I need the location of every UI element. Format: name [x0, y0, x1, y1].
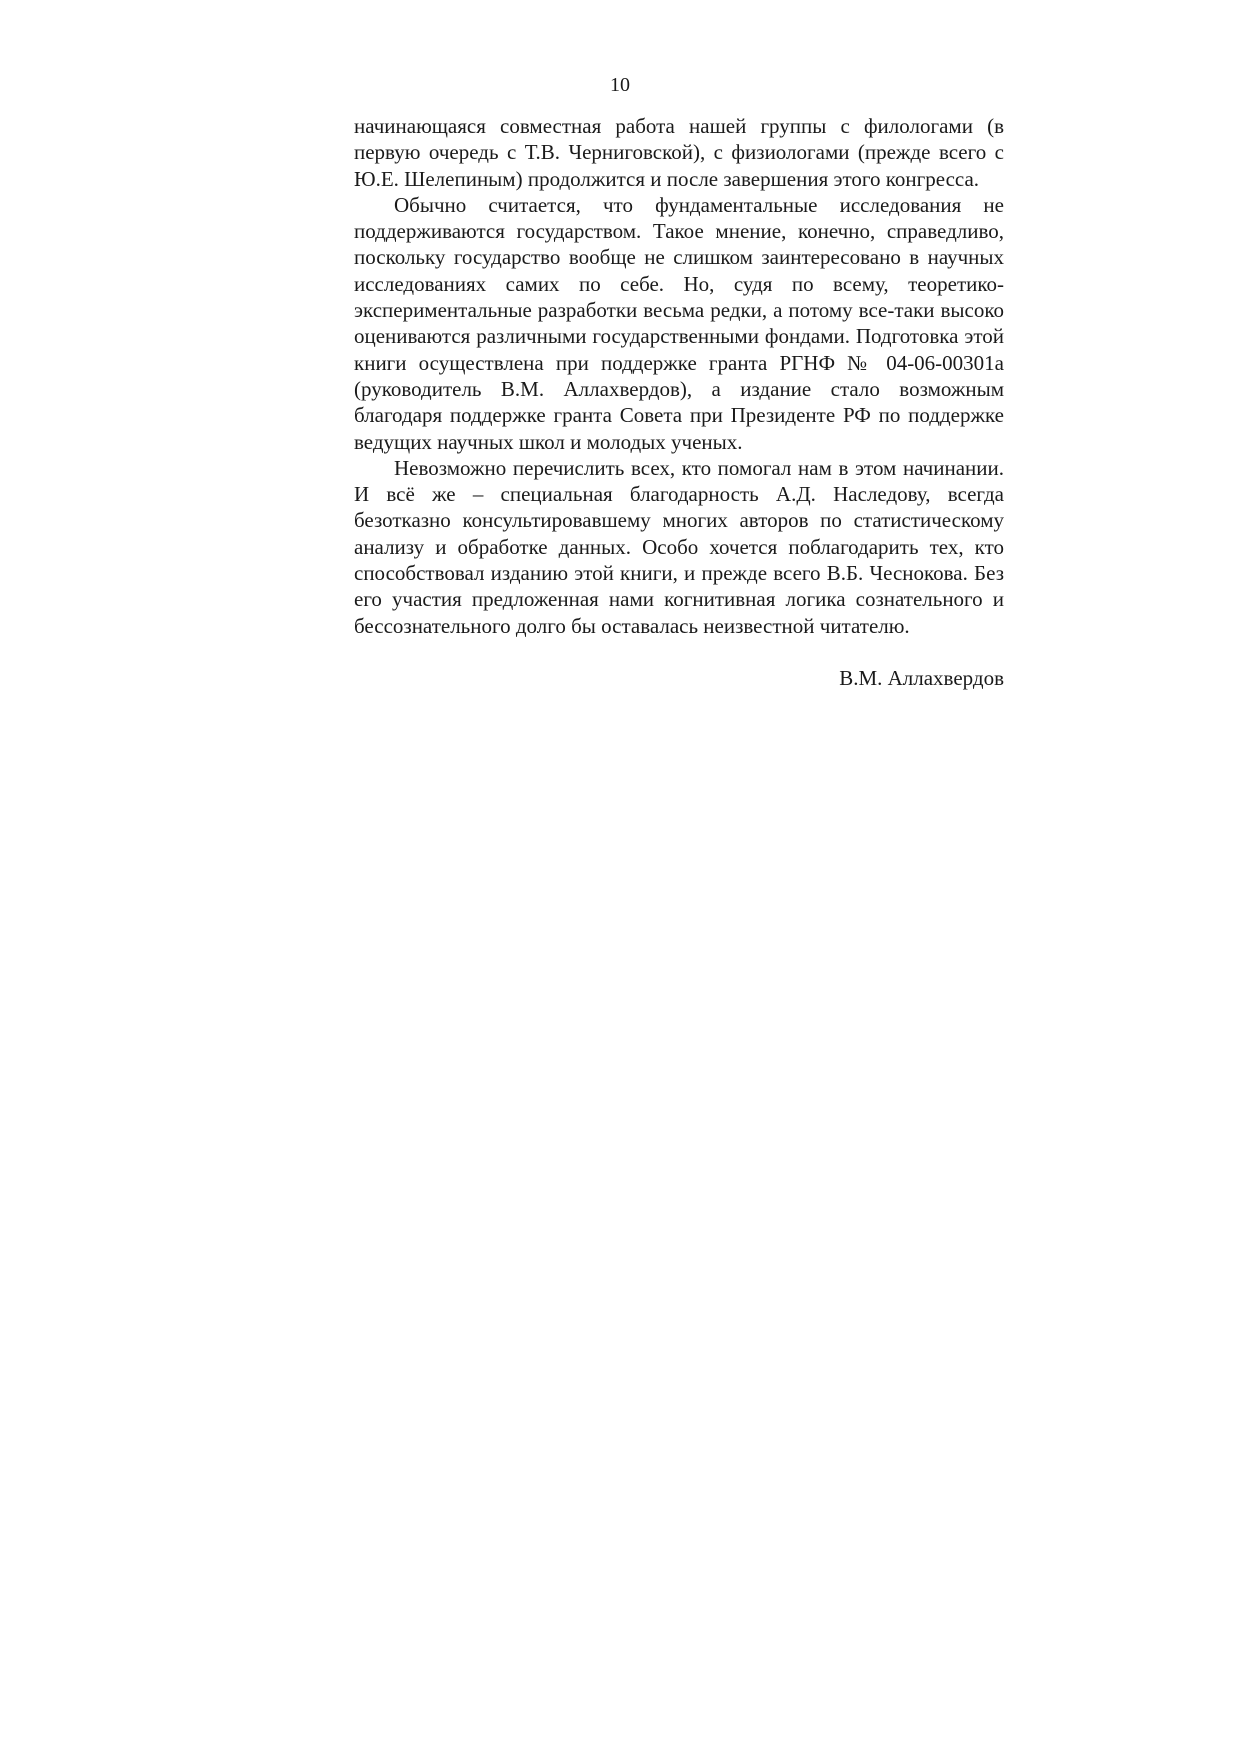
body-text	[354, 113, 1004, 691]
paragraph-2: Обычно считается, что фундаментальные исследования не поддерживаются государством. Такое мнение, конечно, справедливо, поскольку государство вообще не слишком заинтересовано в научных исследованиях самих по себе. Но, судя по всему, теоретико-экспериментальные разработки весьма редки, а потому все-таки высоко оцениваются различными государственными фондами. Подготовка этой книги осуществлена при поддержке гранта РГНФ № 04-06-00301а (руководитель В.М. Аллахвердов), а издание стало возможным благодаря поддержке гранта Совета при Президенте РФ по поддержке ведущих научных школ и молодых ученых.	[354, 192, 1004, 454]
page-number: 10	[610, 74, 630, 96]
author-signature: В.М. Аллахвердов	[839, 665, 1004, 690]
paragraph-3: Невозможно перечислить всех, кто помогал нам в этом начинании. И всё же – специальная благодарность А.Д. Наследову, всегда безотказно консультировавшему многих авторов по статистическому анализу и обработке данных. Особо хочется поблагодарить тех, кто способствовал изданию этой книги, и прежде всего В.Б. Чеснокова. Без его участия предложенная нами когнитивная логика сознательного и бессознательного долго бы оставалась неизвестной читателю.	[354, 455, 1004, 638]
paragraph-1: начинающаяся совместная работа нашей группы с филологами (в первую очередь с Т.В. Черниговской), с физиологами (прежде всего с Ю.Е. Шелепиным) продолжится и после завершения этого конгресса.	[354, 114, 1004, 191]
